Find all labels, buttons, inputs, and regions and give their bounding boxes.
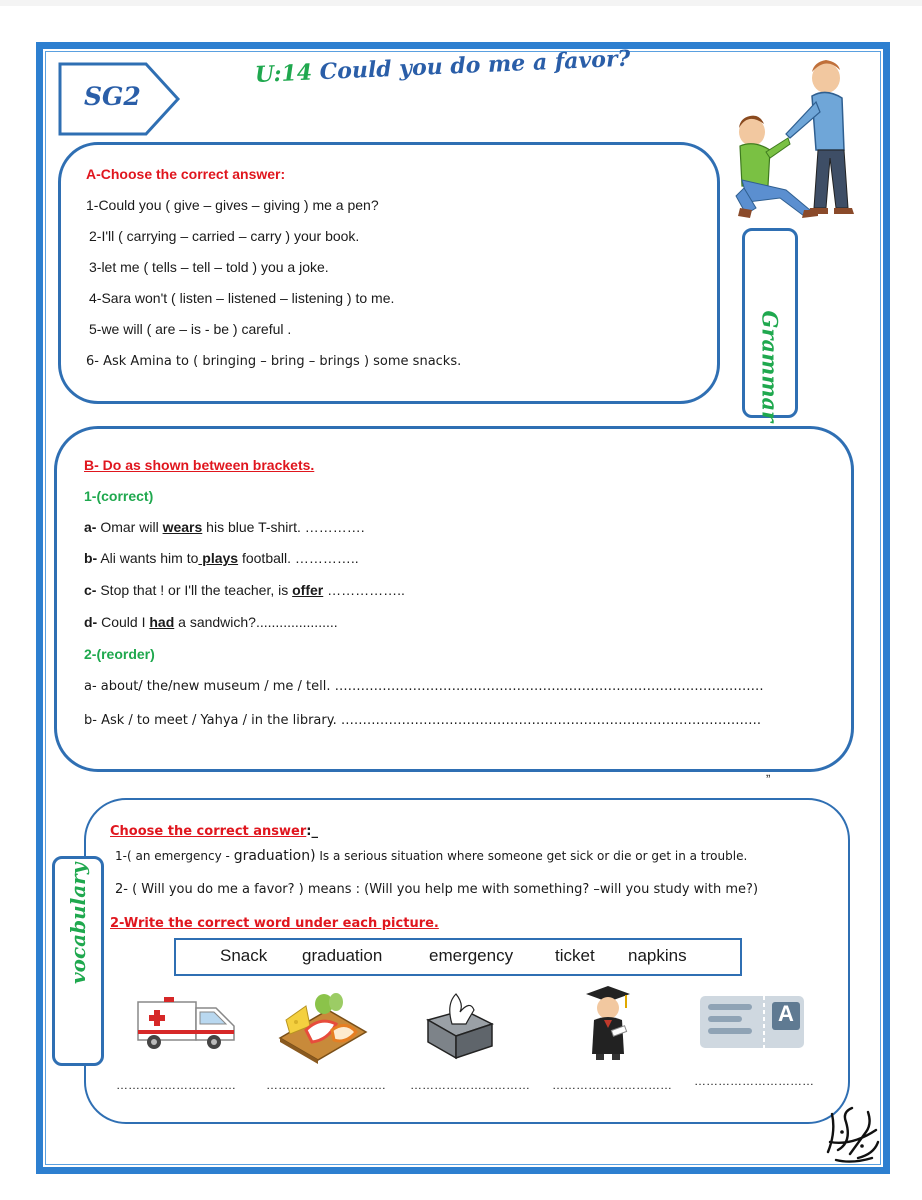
snack-picture [276, 990, 370, 1064]
ticket-letter: A [778, 1001, 794, 1026]
grammar-tab-label [758, 311, 783, 355]
word-bank-word-1: Snack [220, 946, 268, 965]
correct-item-a-pre: Omar will [96, 519, 163, 535]
vocab-heading-tail: :_ [306, 824, 318, 839]
correct-item-c-key: offer [292, 582, 324, 598]
vocab-heading-2: 2-Write the correct word under each picture. [110, 916, 439, 931]
section-b-part2-heading: 2-(reorder) [84, 646, 155, 662]
vocab-heading [110, 824, 318, 839]
section-a-item-3: 3-let me ( tells – tell – told ) you a joke. [89, 259, 329, 275]
correct-item-b [84, 550, 359, 566]
correct-item-d-pre: Could I [97, 614, 150, 630]
vocab-q1-key: graduation) [233, 848, 316, 864]
section-a-item-5: 5-we will ( are – is - be ) careful . [89, 321, 292, 337]
answer-blank-1: ………………………… [116, 1078, 236, 1092]
reorder-item-a: a- about/ the/new museum / me / tell. ……………………………………………………………………………………… [84, 679, 764, 694]
section-b-heading: B- Do as shown between brackets. [84, 457, 315, 473]
reorder-item-b: b- Ask / to meet / Yahya / in the library. ……………………………………………………………………………………. [84, 713, 761, 728]
correct-item-d [84, 614, 338, 630]
stray-quote-mark: „ [766, 764, 771, 779]
answer-blank-4: ………………………… [552, 1078, 672, 1092]
section-a-item-2: 2-I'll ( carrying – carried – carry ) your book. [89, 228, 360, 244]
correct-item-b-post: football. ………….. [238, 550, 359, 566]
unit-label: U:14 [254, 59, 313, 88]
correct-item-d-post: a sandwich?..................... [174, 614, 338, 630]
correct-item-b-label: b- [84, 550, 98, 566]
correct-item-c-post: …………….. [323, 582, 405, 598]
correct-item-a-key: wears [162, 519, 203, 535]
vocab-q1-pre: 1-( an emergency - [115, 849, 234, 863]
word-bank-word-4: ticket [555, 946, 595, 965]
correct-item-b-pre: Ali wants him to [97, 550, 199, 566]
correct-item-c-label: c- [84, 582, 97, 598]
correct-item-c [84, 582, 405, 598]
vocab-q1 [115, 848, 747, 864]
correct-item-d-label: d- [84, 614, 98, 630]
correct-item-a-post: his blue T-shirt. …………. [202, 519, 365, 535]
vocab-q1-post: Is a serious situation where someone get sick or die or get in a trouble. [315, 849, 748, 863]
correct-item-a-label: a- [84, 519, 97, 535]
ambulance-picture [134, 994, 238, 1054]
answer-blank-2: ………………………… [266, 1078, 386, 1092]
section-a-item-1: 1-Could you ( give – gives – giving ) me a pen? [86, 197, 379, 213]
word-bank-word-3: emergency [429, 946, 514, 965]
helping-boys-illustration [726, 58, 876, 222]
section-a-item-6: 6- Ask Amina to ( bringing – bring – brings ) some snacks. [86, 354, 462, 369]
answer-blank-5: ………………………… [694, 1074, 814, 1088]
vocab-q2: 2- ( Will you do me a favor? ) means : (Will you help me with something? –will you study with me?) [115, 882, 759, 897]
correct-item-b-key: plays [198, 550, 239, 566]
vocabulary-tab-label [66, 944, 90, 984]
correct-item-c-pre: Stop that ! or I'll the teacher, is [96, 582, 293, 598]
napkins-picture [424, 990, 496, 1060]
section-a-heading: A-Choose the correct answer: [86, 166, 286, 182]
calligraphy-signature [822, 1102, 882, 1166]
correct-item-d-key: had [149, 614, 175, 630]
answer-blank-3: ………………………… [410, 1078, 530, 1092]
section-b-part1-heading: 1-(correct) [84, 488, 154, 504]
sg2-badge-label: SG2 [84, 82, 141, 111]
title-text: Could you do me a favor? [319, 45, 631, 86]
graduation-picture [582, 982, 632, 1062]
correct-item-a [84, 519, 365, 535]
word-bank-word-5: napkins [628, 946, 687, 965]
section-a-item-4: 4-Sara won't ( listen – listened – listening ) to me. [89, 290, 395, 306]
vocab-heading-text: Choose the correct answer [110, 824, 307, 839]
word-bank-word-2: graduation [302, 946, 383, 965]
